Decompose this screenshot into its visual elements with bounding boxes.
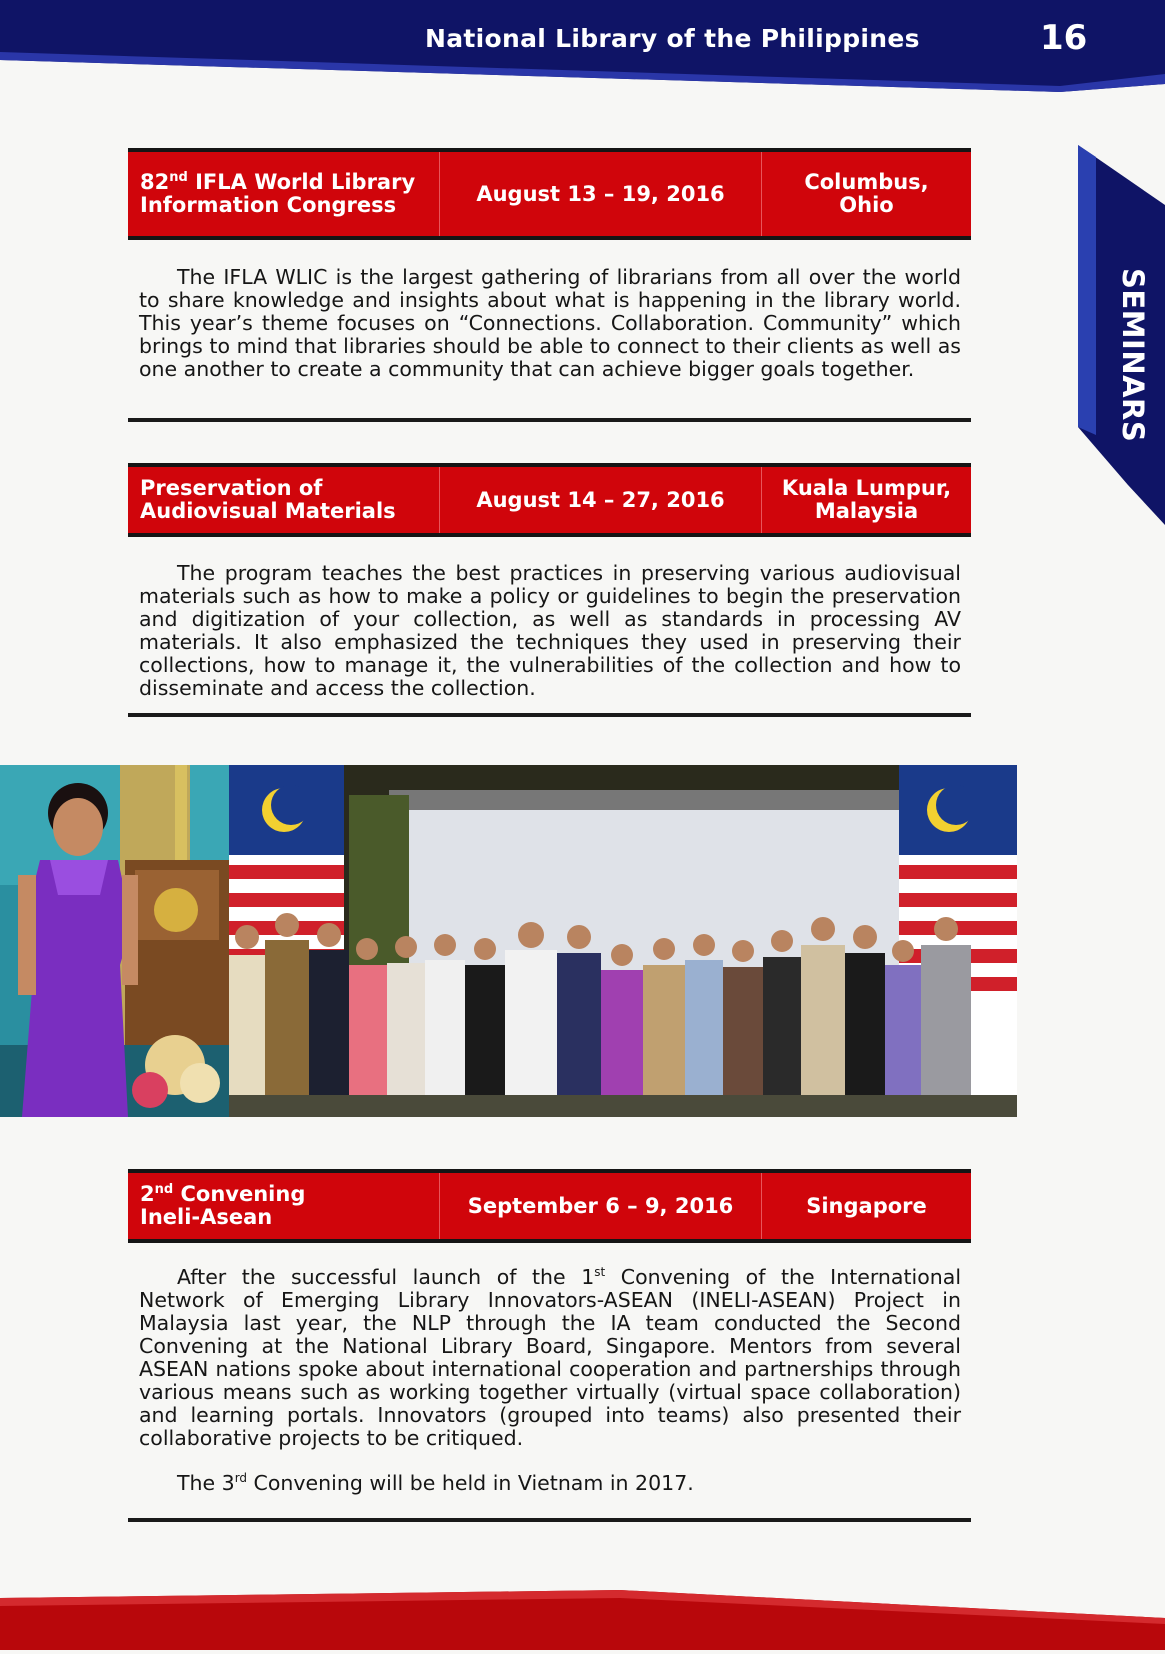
event-description [139,1266,961,1495]
title-number: 82 [140,170,170,194]
title-number: 2 [140,1182,155,1206]
portrait-graphic [0,765,229,1117]
title-line2: Information Congress [140,193,397,217]
event-date: August 13 – 19, 2016 [440,152,762,236]
section-divider [128,418,971,422]
event-description [139,562,961,700]
section-tab-label: SEMINARS [1116,268,1150,443]
title-line1: Preservation of [140,476,323,500]
description-paragraph: The program teaches the best practices in preserving various audiovisual materials such as how to make a policy or guidelines to begin the preservation and digitization of your collection, as well as standards in processing AV materials. It also emphasized the techniques they used in preserving their collections, how to manage it, the vulnerabilities of the collection and how to disseminate and access the collection. [139,561,961,700]
ordinal: st [594,1265,606,1279]
title-line1: Convening [173,1182,306,1206]
page-header [0,0,1165,95]
paragraph-text: Convening of the International Network of Emerging Library Innovators-ASEAN (INELI-ASEAN) Project in Malaysia last year, the NLP through the IA team conducted the Second Convening at the National Library Board, Singapore. Mentors from several ASEAN nations spoke about international cooperation and partnerships through various means such as working together virtually (virtual space collaboration) and learning portals. Innovators (grouped into teams) also presented their collaborative projects to be critiqued. [139,1265,962,1450]
section-divider [128,1518,971,1522]
event-title [128,152,440,236]
event-location [762,152,971,236]
event-date: August 14 – 27, 2016 [440,467,762,533]
event-title [128,1173,440,1239]
event-bar-ifla [128,148,971,240]
description-paragraph: The IFLA WLIC is the largest gathering of librarians from all over the world to share knowledge and insights about what is happening in the library world. This year’s theme focuses on “Connections. Collaboration. Community” which brings to mind that libraries should be able to connect to their clients as well as one another to create a community that can achieve bigger goals together. [139,265,961,381]
description-paragraph [139,1266,961,1450]
paragraph-text: Convening will be held in Vietnam in 2017. [247,1471,694,1495]
location-line2: Malaysia [814,499,919,523]
event-bar-ineli-asean [128,1169,971,1243]
title-ordinal: nd [154,1182,174,1197]
title-ordinal: nd [169,170,188,185]
event-bar-preservation [128,463,971,537]
location-line1: Columbus, [804,170,929,194]
description-paragraph [139,1472,961,1495]
event-location: Singapore [806,1193,927,1218]
event-date: September 6 – 9, 2016 [440,1173,762,1239]
event-description [139,266,961,381]
photo-portrait [0,765,229,1117]
event-location [762,467,971,533]
event-title [128,467,440,533]
location-line1: Kuala Lumpur, [781,476,952,500]
title-line1: IFLA World Library [187,170,416,194]
section-divider [128,713,971,717]
group-graphic [229,765,1017,1117]
title-line2: Ineli-Asean [140,1205,273,1229]
publication-title: National Library of the Philippines [425,24,920,53]
location-line2: Ohio [839,193,894,217]
footer-band [0,1590,1165,1650]
paragraph-text: The 3 [177,1471,235,1495]
photo-group [229,765,1017,1117]
ordinal: rd [234,1471,248,1485]
page-number: 16 [1040,18,1088,58]
title-line2: Audiovisual Materials [140,499,396,523]
paragraph-text: After the successful launch of the 1 [177,1265,595,1289]
page-footer [0,1590,1165,1650]
